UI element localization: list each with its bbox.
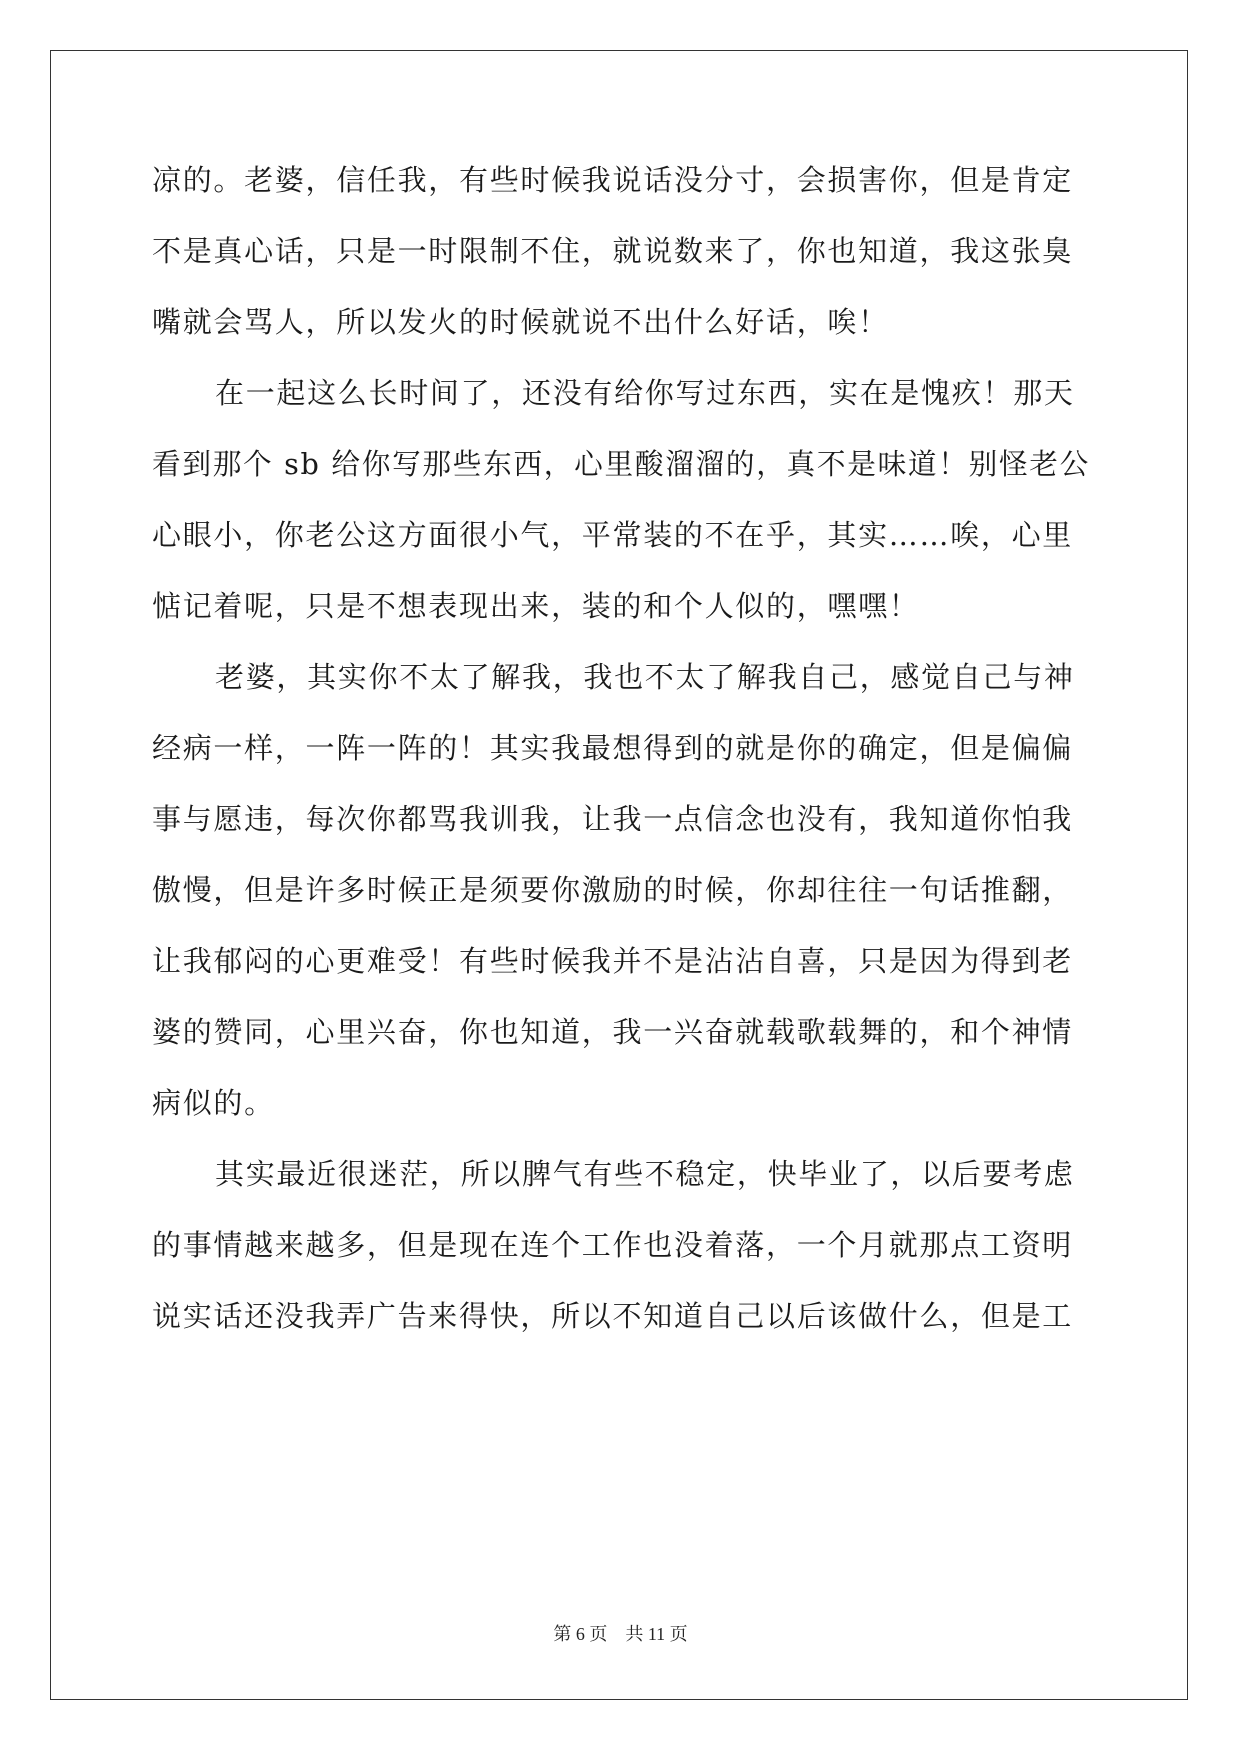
text-line: 老婆，其实你不太了解我，我也不太了解我自己，感觉自己与神 (215, 660, 1075, 694)
page-footer (0, 1620, 1241, 1646)
page-number: 第 6 页 (553, 1624, 608, 1644)
text-line: 病似的。 (152, 1086, 275, 1120)
text-line: 婆的赞同，心里兴奋，你也知道，我一兴奋就载歌载舞的，和个神情 (152, 1015, 1074, 1049)
text-line: 其实最近很迷茫，所以脾气有些不稳定，快毕业了，以后要考虑 (215, 1157, 1075, 1191)
text-line: 不是真心话，只是一时限制不住，就说数来了，你也知道，我这张臭 (152, 234, 1074, 268)
text-line: 的事情越来越多，但是现在连个工作也没着落，一个月就那点工资明 (152, 1228, 1074, 1262)
text-line: 心眼小，你老公这方面很小气，平常装的不在乎，其实……唉，心里 (152, 518, 1074, 552)
text-line: 傲慢，但是许多时候正是须要你激励的时候，你却往往一句话推翻， (152, 873, 1074, 907)
page-total: 共 11 页 (625, 1624, 688, 1644)
text-line: 在一起这么长时间了，还没有给你写过东西，实在是愧疚！那天 (215, 376, 1075, 410)
text-line: 事与愿违，每次你都骂我训我，让我一点信念也没有，我知道你怕我 (152, 802, 1074, 836)
text-line: 让我郁闷的心更难受！有些时候我并不是沾沾自喜，只是因为得到老 (152, 944, 1074, 978)
text-line: 凉的。老婆，信任我，有些时候我说话没分寸，会损害你，但是肯定 (152, 163, 1074, 197)
text-line: 说实话还没我弄广告来得快，所以不知道自己以后该做什么，但是工 (152, 1299, 1074, 1333)
text-line: 看到那个 sb 给你写那些东西，心里酸溜溜的，真不是味道！别怪老公 (152, 447, 1090, 481)
text-line: 经病一样，一阵一阵的！其实我最想得到的就是你的确定，但是偏偏 (152, 731, 1074, 765)
text-line: 嘴就会骂人，所以发火的时候就说不出什么好话，唉！ (152, 305, 889, 339)
text-line: 惦记着呢，只是不想表现出来，装的和个人似的，嘿嘿！ (152, 589, 920, 623)
